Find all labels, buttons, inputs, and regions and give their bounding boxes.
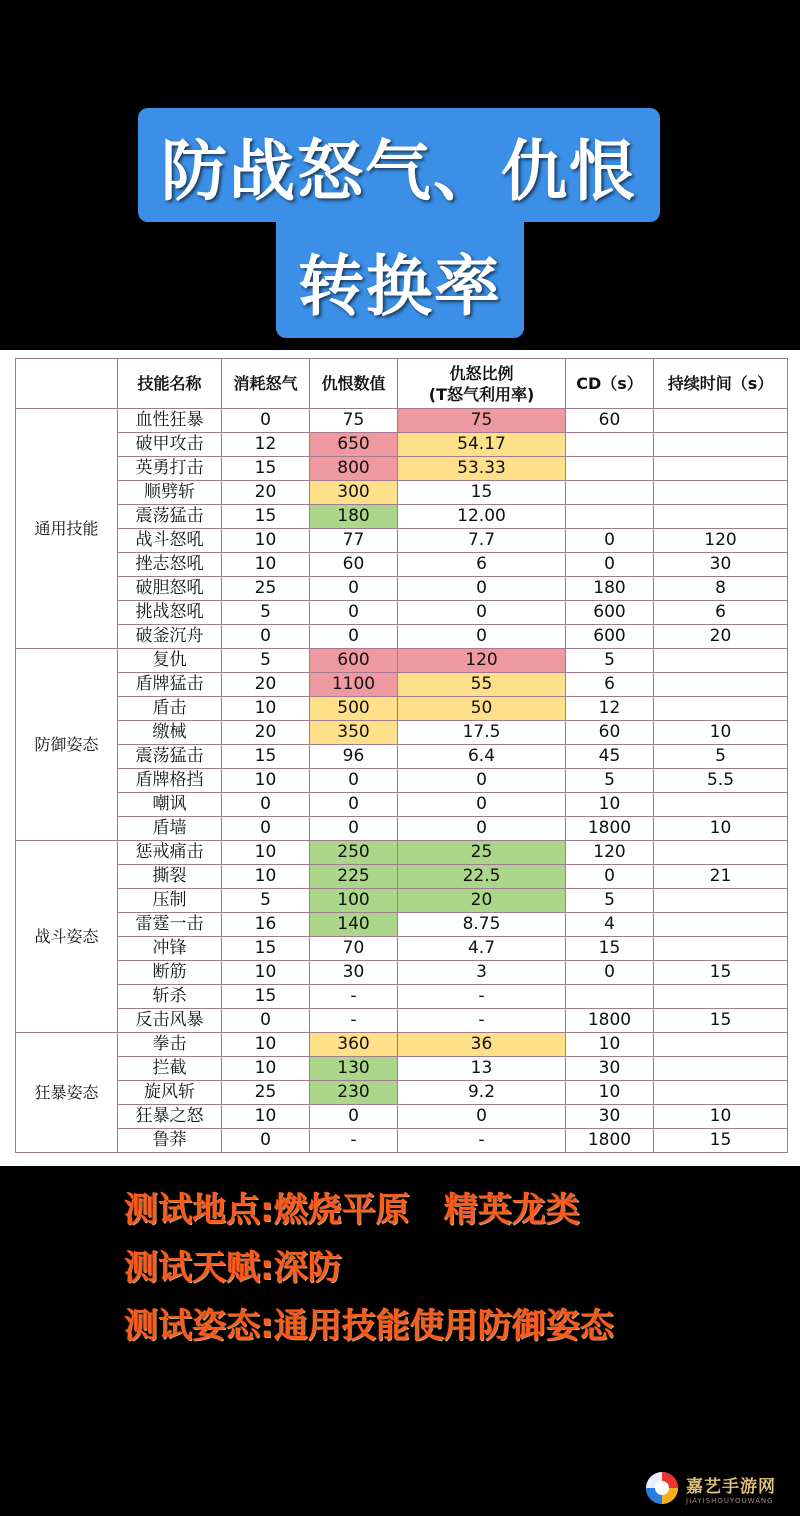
value-cell: 1100 [310, 673, 398, 697]
value-cell: 9.2 [398, 1081, 566, 1105]
skill-name-cell: 英勇打击 [118, 457, 222, 481]
value-cell: 10 [222, 697, 310, 721]
skill-name-cell: 挑战怒吼 [118, 601, 222, 625]
value-cell: 16 [222, 913, 310, 937]
value-cell: 5.5 [654, 769, 788, 793]
value-cell: 10 [222, 1057, 310, 1081]
value-cell: 10 [222, 1033, 310, 1057]
value-cell: 10 [654, 817, 788, 841]
table-row [16, 937, 788, 961]
skill-name-cell: 缴械 [118, 721, 222, 745]
value-cell: 0 [566, 961, 654, 985]
table-row [16, 577, 788, 601]
value-cell: 6 [654, 601, 788, 625]
value-cell: 0 [398, 601, 566, 625]
header-row [16, 359, 788, 409]
value-cell [566, 457, 654, 481]
value-cell: 600 [566, 625, 654, 649]
value-cell [654, 409, 788, 433]
value-cell: 10 [566, 793, 654, 817]
value-cell [654, 673, 788, 697]
value-cell [654, 793, 788, 817]
value-cell: 0 [398, 817, 566, 841]
category-cell: 防御姿态 [16, 649, 118, 841]
value-cell: 10 [654, 721, 788, 745]
column-header: 仇恨数值 [310, 359, 398, 409]
value-cell: 5 [566, 889, 654, 913]
note-location: 测试地点:燃烧平原 精英龙类 [124, 1190, 580, 1230]
value-cell: 10 [222, 841, 310, 865]
table-row [16, 841, 788, 865]
value-cell: 350 [310, 721, 398, 745]
value-cell: 0 [566, 553, 654, 577]
skill-name-cell: 鲁莽 [118, 1129, 222, 1153]
value-cell: 5 [566, 769, 654, 793]
skill-name-cell: 顺劈斩 [118, 481, 222, 505]
watermark-text: 嘉艺手游网 [686, 1477, 776, 1497]
skill-name-cell: 战斗怒吼 [118, 529, 222, 553]
value-cell: 0 [222, 793, 310, 817]
table-row [16, 889, 788, 913]
value-cell: 15 [222, 937, 310, 961]
value-cell: 0 [566, 529, 654, 553]
value-cell: 60 [566, 721, 654, 745]
value-cell: 0 [398, 577, 566, 601]
table-row [16, 649, 788, 673]
value-cell: 25 [398, 841, 566, 865]
value-cell: 4 [566, 913, 654, 937]
value-cell: 0 [398, 625, 566, 649]
value-cell: 25 [222, 577, 310, 601]
table-row [16, 961, 788, 985]
value-cell: 75 [398, 409, 566, 433]
value-cell: 45 [566, 745, 654, 769]
value-cell: 600 [566, 601, 654, 625]
value-cell: - [398, 1009, 566, 1033]
note-talent: 测试天赋:深防 [124, 1248, 342, 1288]
value-cell [654, 937, 788, 961]
value-cell: 300 [310, 481, 398, 505]
column-header: 持续时间（s） [654, 359, 788, 409]
table-row [16, 985, 788, 1009]
value-cell: - [310, 1129, 398, 1153]
value-cell: 7.7 [398, 529, 566, 553]
table-row [16, 913, 788, 937]
skill-name-cell: 旋风斩 [118, 1081, 222, 1105]
value-cell: 120 [654, 529, 788, 553]
skill-name-cell: 斩杀 [118, 985, 222, 1009]
skill-name-cell: 惩戒痛击 [118, 841, 222, 865]
table-row [16, 553, 788, 577]
value-cell [654, 1033, 788, 1057]
value-cell: 55 [398, 673, 566, 697]
column-header: 技能名称 [118, 359, 222, 409]
table-row [16, 769, 788, 793]
value-cell: 15 [566, 937, 654, 961]
value-cell: 15 [654, 1129, 788, 1153]
value-cell: 1800 [566, 817, 654, 841]
value-cell: 21 [654, 865, 788, 889]
value-cell: 0 [310, 793, 398, 817]
table-row [16, 1057, 788, 1081]
table-row [16, 1105, 788, 1129]
table-row [16, 529, 788, 553]
value-cell: 140 [310, 913, 398, 937]
value-cell [654, 889, 788, 913]
skill-name-cell: 断筋 [118, 961, 222, 985]
value-cell: 0 [222, 1129, 310, 1153]
value-cell: 0 [222, 1009, 310, 1033]
value-cell: 50 [398, 697, 566, 721]
note-stance: 测试姿态:通用技能使用防御姿态 [124, 1306, 614, 1346]
value-cell: 130 [310, 1057, 398, 1081]
table-body [16, 409, 788, 1153]
skill-name-cell: 破釜沉舟 [118, 625, 222, 649]
skill-name-cell: 狂暴之怒 [118, 1105, 222, 1129]
skill-name-cell: 冲锋 [118, 937, 222, 961]
value-cell: 12 [222, 433, 310, 457]
value-cell [566, 433, 654, 457]
value-cell: 0 [310, 577, 398, 601]
skill-name-cell: 盾牌格挡 [118, 769, 222, 793]
value-cell [566, 481, 654, 505]
value-cell: 10 [222, 865, 310, 889]
value-cell [654, 697, 788, 721]
value-cell: 8.75 [398, 913, 566, 937]
column-header: 消耗怒气 [222, 359, 310, 409]
value-cell: 0 [310, 625, 398, 649]
value-cell: 10 [222, 769, 310, 793]
value-cell: 60 [566, 409, 654, 433]
value-cell: 5 [222, 649, 310, 673]
column-header: CD（s） [566, 359, 654, 409]
value-cell: - [398, 1129, 566, 1153]
value-cell: 8 [654, 577, 788, 601]
value-cell: 650 [310, 433, 398, 457]
value-cell: 180 [310, 505, 398, 529]
value-cell: 0 [310, 769, 398, 793]
value-cell: 53.33 [398, 457, 566, 481]
table-row [16, 433, 788, 457]
skill-name-cell: 压制 [118, 889, 222, 913]
category-cell: 通用技能 [16, 409, 118, 649]
value-cell [654, 1057, 788, 1081]
value-cell [654, 985, 788, 1009]
table-row [16, 1033, 788, 1057]
skill-name-cell: 震荡猛击 [118, 745, 222, 769]
value-cell: - [310, 985, 398, 1009]
skill-name-cell: 拦截 [118, 1057, 222, 1081]
value-cell: 20 [398, 889, 566, 913]
title-line-2: 转换率 [276, 222, 524, 338]
spreadsheet [0, 350, 800, 1166]
value-cell: 6 [566, 673, 654, 697]
value-cell: 15 [222, 745, 310, 769]
skill-name-cell: 震荡猛击 [118, 505, 222, 529]
value-cell: 22.5 [398, 865, 566, 889]
value-cell: 10 [654, 1105, 788, 1129]
value-cell: 20 [654, 625, 788, 649]
skill-name-cell: 盾牌猛击 [118, 673, 222, 697]
value-cell: 180 [566, 577, 654, 601]
value-cell: 360 [310, 1033, 398, 1057]
column-header [16, 359, 118, 409]
value-cell: 30 [654, 553, 788, 577]
value-cell: 25 [222, 1081, 310, 1105]
value-cell: 0 [222, 625, 310, 649]
value-cell [654, 481, 788, 505]
value-cell: 10 [222, 961, 310, 985]
watermark-subtext: JIAYISHOUYOUWANG [686, 1497, 774, 1505]
value-cell: 0 [398, 793, 566, 817]
value-cell: 5 [222, 601, 310, 625]
table-row [16, 1129, 788, 1153]
table-row [16, 1081, 788, 1105]
skill-name-cell: 拳击 [118, 1033, 222, 1057]
table-row [16, 505, 788, 529]
value-cell: 230 [310, 1081, 398, 1105]
value-cell: 13 [398, 1057, 566, 1081]
table-row [16, 601, 788, 625]
skill-name-cell: 嘲讽 [118, 793, 222, 817]
value-cell: 30 [310, 961, 398, 985]
value-cell: 250 [310, 841, 398, 865]
skill-name-cell: 复仇 [118, 649, 222, 673]
value-cell: 20 [222, 721, 310, 745]
table-row [16, 1009, 788, 1033]
category-cell: 狂暴姿态 [16, 1033, 118, 1153]
table-row [16, 793, 788, 817]
value-cell: 36 [398, 1033, 566, 1057]
value-cell [654, 1081, 788, 1105]
value-cell: 6 [398, 553, 566, 577]
value-cell: 30 [566, 1057, 654, 1081]
value-cell: 70 [310, 937, 398, 961]
value-cell: - [398, 985, 566, 1009]
value-cell: 0 [310, 1105, 398, 1129]
category-cell: 战斗姿态 [16, 841, 118, 1033]
value-cell: 30 [566, 1105, 654, 1129]
value-cell: 5 [654, 745, 788, 769]
value-cell: 5 [222, 889, 310, 913]
table-row [16, 721, 788, 745]
value-cell: 800 [310, 457, 398, 481]
value-cell [654, 913, 788, 937]
value-cell: 225 [310, 865, 398, 889]
value-cell: 0 [222, 817, 310, 841]
value-cell [654, 433, 788, 457]
value-cell: 1800 [566, 1009, 654, 1033]
value-cell: 0 [398, 1105, 566, 1129]
value-cell: 60 [310, 553, 398, 577]
value-cell [566, 985, 654, 1009]
value-cell [654, 649, 788, 673]
table-row [16, 409, 788, 433]
value-cell [566, 505, 654, 529]
column-header: 仇怒比例 (T怒气利用率) [398, 359, 566, 409]
value-cell: 20 [222, 673, 310, 697]
value-cell [654, 457, 788, 481]
value-cell: 4.7 [398, 937, 566, 961]
value-cell: 15 [654, 961, 788, 985]
value-cell: 1800 [566, 1129, 654, 1153]
value-cell: 54.17 [398, 433, 566, 457]
value-cell: - [310, 1009, 398, 1033]
value-cell: 0 [566, 865, 654, 889]
value-cell: 15 [398, 481, 566, 505]
value-cell: 0 [398, 769, 566, 793]
value-cell: 10 [222, 1105, 310, 1129]
value-cell: 10 [566, 1081, 654, 1105]
skill-name-cell: 盾墙 [118, 817, 222, 841]
skill-name-cell: 雷霆一击 [118, 913, 222, 937]
value-cell: 10 [222, 529, 310, 553]
watermark-logo-icon [644, 1470, 680, 1506]
table-row [16, 673, 788, 697]
value-cell: 5 [566, 649, 654, 673]
table-row [16, 745, 788, 769]
data-table [15, 358, 788, 1153]
value-cell: 17.5 [398, 721, 566, 745]
skill-name-cell: 反击风暴 [118, 1009, 222, 1033]
value-cell: 77 [310, 529, 398, 553]
value-cell: 20 [222, 481, 310, 505]
skill-name-cell: 盾击 [118, 697, 222, 721]
value-cell: 12.00 [398, 505, 566, 529]
value-cell: 15 [222, 457, 310, 481]
table-row [16, 865, 788, 889]
skill-name-cell: 破甲攻击 [118, 433, 222, 457]
value-cell: 15 [222, 985, 310, 1009]
table-row [16, 457, 788, 481]
skill-name-cell: 血性狂暴 [118, 409, 222, 433]
skill-name-cell: 撕裂 [118, 865, 222, 889]
value-cell: 0 [222, 409, 310, 433]
value-cell: 15 [222, 505, 310, 529]
value-cell: 3 [398, 961, 566, 985]
value-cell: 0 [310, 601, 398, 625]
value-cell [654, 505, 788, 529]
value-cell: 600 [310, 649, 398, 673]
value-cell: 100 [310, 889, 398, 913]
value-cell: 10 [222, 553, 310, 577]
table-row [16, 481, 788, 505]
value-cell [654, 841, 788, 865]
value-cell: 500 [310, 697, 398, 721]
value-cell: 96 [310, 745, 398, 769]
value-cell: 120 [398, 649, 566, 673]
table-row [16, 625, 788, 649]
title-line-1: 防战怒气、仇恨 [138, 108, 660, 222]
skill-name-cell: 破胆怒吼 [118, 577, 222, 601]
value-cell: 6.4 [398, 745, 566, 769]
table-row [16, 697, 788, 721]
value-cell: 0 [310, 817, 398, 841]
value-cell: 15 [654, 1009, 788, 1033]
value-cell: 12 [566, 697, 654, 721]
value-cell: 75 [310, 409, 398, 433]
table-row [16, 817, 788, 841]
value-cell: 10 [566, 1033, 654, 1057]
value-cell: 120 [566, 841, 654, 865]
skill-name-cell: 挫志怒吼 [118, 553, 222, 577]
